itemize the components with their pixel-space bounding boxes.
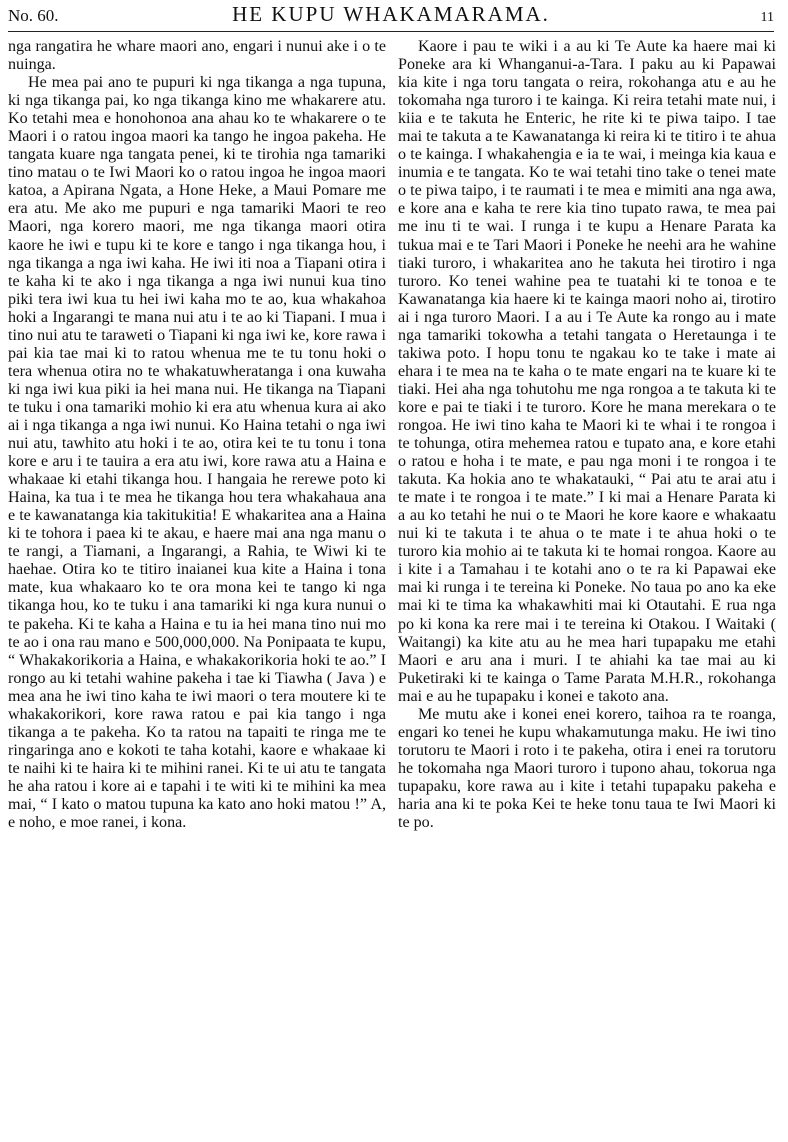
page-header <box>8 2 774 32</box>
issue-number: No. 60. <box>8 6 59 25</box>
paragraph-left-1: nga rangatira he whare maori ano, engari i nunui ake i o te nuinga. <box>8 38 386 74</box>
paragraph-right-2: Me mutu ake i konei enei korero, taihoa ra te roanga, engari ko tenei he kupu whakamutunga maku. He iwi tino torutoru te Maori i roto i te pakeha, otira i enei ra torutoru he tokomaha nga Maori turoro i tupono ahau, tokorua nga tupapaku, kore rawa au i kite i tetahi tupapaku pakeha e haria ana ki te poka Kei te heke tonu taua te Iwi Maori ki te po. <box>398 705 776 832</box>
left-column <box>8 38 386 1140</box>
header-rule <box>8 31 774 32</box>
running-title: HE KUPU WHAKAMARAMA. <box>232 2 550 26</box>
paragraph-right-1: Kaore i pau te wiki i a au ki Te Aute ka haere mai ki Poneke ara ki Whanganui-a-Tara. I paku au ki Papawai kia kite i nga toru tangata o reira, rokohanga atu e au he tokomaha nga turoro i te kainga. Ki reira tetahi mate nui, i kiia e te takuta he Enteric, he rite ki te piwa taipo. I tae mai te takuta a te Kawanatanga ki reira ki te titiro i te ahua o te kainga. I whakahengia e ia te wai, i meinga kia kaua e inumia e te tangata. Ko te wai tetahi tino take o tenei mate o te piwa taipo, i te raumati i te mea e mimiti ana nga awa, e kore ana e kaha te rere kia tino tupato rawa, te mea pai me inu ti te wai. I runga i te kupu a Henare Parata ka tukua mai e te Tari Maori i Poneke he neehi ara he wahine tiaki turoro, i whakaritea ano he takuta hei tirotiro i nga turoro. Ko tenei wahine pea te tuatahi ki te tonoa e te Kawanatanga kia haere ki te kainga maori noho ai, tirotiro ai i nga turoro Maori. I a au i Te Aute ka rongo au i mate nga tamariki tokowha a tetahi tangata o Heretaunga i te takiwa poto. I hopu tonu te ngakau ko te take i mate ai ehara i te mea na te kaha o te mate engari na te kuare ki te tiaki. Hei aha nga tohutohu me nga rongoa a te takuta ki te kore e pai te tiaki i te turoro. Kore he mana merekara o te rongoa. He iwi tino kaha te Maori ki te whai i te rongoa i te tohunga, otira mehemea ratou e tupato ana, e kore etahi o ratou e hoha i te mate, e pau nga moni i te rongoa i te takuta. Ka hokia ano te whakatauki, “ Pai atu te arai atu i te mate i te rongoa i te mate.” I ki mai a Henare Parata ki a au ko tetahi he nui o te Maori he kore kaore e whakaatu nui ki te takuta i te ahua o te mate i te ahua hoki o te turoro kia mohio ai te takuta ki te homai rongoa. Kaore au i kite i a Tamahau i te kotahi ano o te ra ki Papawai eke mai ki runga i te tereina ki Poneke. No taua po ano ka eke mai ki te tima ka whakawhiti mai ki Otautahi. E rua nga po ki kona ka rere mai i te tereina ki Otakou. I Waitaki ( Waitangi) ka kite atu au he mea hari tupapaku me etahi Maori e aru ana i muri. I te ahiahi ka tae mai au ki Puketiraki ki te kainga o Tame Parata M.H.R., rokohanga mai e au he tupapaku i konei e takoto ana. <box>398 38 776 705</box>
right-column <box>398 38 776 1140</box>
page-number: 11 <box>760 10 774 25</box>
paragraph-left-2: He mea pai ano te pupuri ki nga tikanga a nga tupuna, ki nga tikanga pai, ko nga tikanga kino me whakarere atu. Ko tetahi mea e honohonoa ana ahau ko te whakarere o te Maori i o ratou ingoa maori ka tango he ingoa pakeha. He tangata kuare nga tangata penei, ki te tirohia nga tamariki tino matau o te Iwi Maori ko o ratou ingoa he ingoa maori katoa, a Apirana Ngata, a Hone Heke, a Maui Pomare me era atu. Me ako me pupuri e nga tamariki Maori te reo Maori, nga korero maori, me nga tikanga maori otira kaore he iwi e tupu ki te kore e tango i nga tikanga hou, i nga tikanga a nga iwi kaha. He iwi iti noa a Tiapani otira i te kaha ki te ako i nga tikanga a nga iwi nunui kua tino piki tera iwi kua tu hei iwi kaha mo te ao, kua whakahoa hoki a Ingarangi te mana nui atu i te ao ki Tiapani. I mua i tino nui atu te taraweti o Tiapani ki nga iwi ke, kore rawa i pai kia tae mai ki to ratou whenua me te tu tonu hoki o tera whenua otira no te whakatuwheratanga i ona kuwaha ki nga iwi kua piki ia hei mana nui. He tikanga na Tiapani te tuku i ona tamariki mohio ki era atu whenua kura ai ako ai i nga tikanga a nga iwi nunui. Ko Haina tetahi o nga iwi nui atu, tawhito atu hoki i te ao, otira kei te tu tonu i tona kore e aru i te tauira a era atu iwi, kore rawa atu a Haina e whakaae ki etahi tikanga hou. I hangaia he rerewe poto ki Haina, ka tua i te mea he tikanga hou tera whakahaua ana e te kawanatanga kia takitukitia! E whakaritea ana a Haina ki te tohora i paea ki te akau, e haere mai ana nga manu o te rangi, a Tiamani, a Ingarangi, a Rahia, te Wiwi ki te haehae. Otira ko te titiro inaianei kua kite a Haina i tona mate, kua whakaaro ko te ora mona kei te tango ki nga tikanga hou, ko te tuku i ana tamariki ki nga kura nunui o te pakeha. Ki te kaha a Haina e tu ia hei mana tino nui mo te ao i ona rau mano e 500,000,000. Na Ponipaata te kupu, “ Whakakorikoria a Haina, e whakakorikoria hoki te ao.” I rongo au ki tetahi wahine pakeha i tae ki Tiawha ( Java ) e mea ana he iwi tino kaha te iwi maori o tera moutere ki te whakakorikori, kore rawa ratou e pai kia tango i nga tikanga a te pakeha. Ko ta ratou na tapaiti te ringa me te ringaringa ano e kokoti te taha kotahi, kaore e whakaae ki te naihi ki te haira ki te mihini ranei. Ki te ui atu te tangata he aha ratou i kore ai e tapahi i te witi ki te mihini ka mea mai, “ I kato o matou tupuna ka kato ano hoki matou !” A, e noho, e moe ranei, i kona. <box>8 74 386 832</box>
